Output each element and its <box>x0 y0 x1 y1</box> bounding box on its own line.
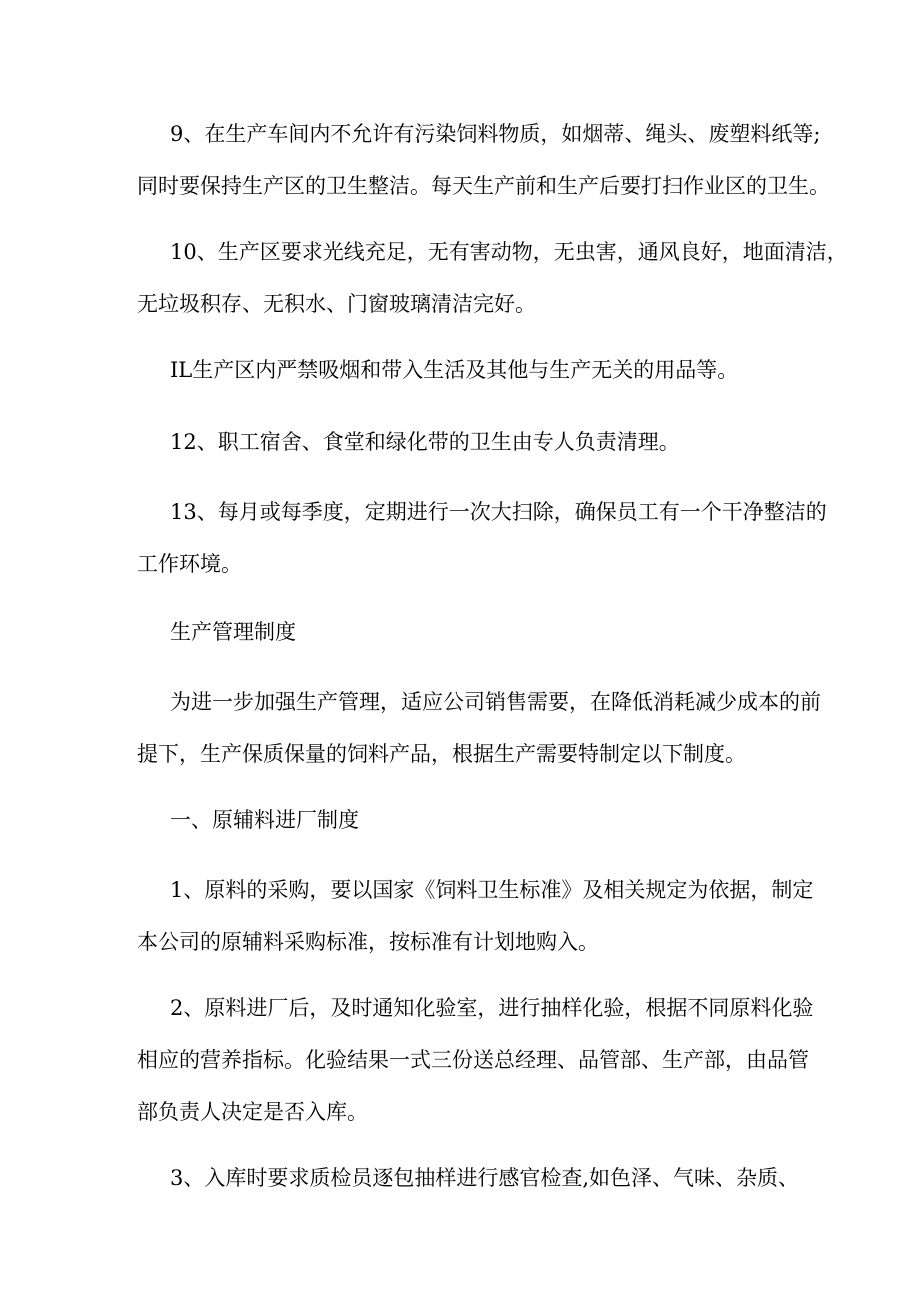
text-line: 本公司的原辅料采购标准，按标准有计划地购入。 <box>137 930 599 954</box>
text-line: 10、生产区要求光线充足，无有害动物，无虫害，通风良好，地面清洁， <box>170 240 848 264</box>
text-line: 3、入库时要求质检员逐包抽样进行感官检查,如色泽、气味、杂质、 <box>170 1166 800 1190</box>
text-line: 9、在生产车间内不允许有污染饲料物质，如烟蒂、绳头、废塑料纸等; <box>170 122 821 146</box>
text-line: 13、每月或每季度，定期进行一次大扫除，确保员工有一个干净整洁的 <box>170 500 827 524</box>
text-line: 无垃圾积存、无积水、门窗玻璃清洁完好。 <box>137 292 536 316</box>
text-line: 2、原料进厂后，及时通知化验室，进行抽样化验，根据不同原料化验 <box>170 996 814 1020</box>
text-line: 12、职工宿舍、食堂和绿化带的卫生由专人负责清理。 <box>170 430 680 454</box>
text-line: 相应的营养指标。化验结果一式三份送总经理、品管部、生产部，由品管 <box>137 1048 809 1072</box>
text-line: 工作环境。 <box>137 552 242 576</box>
text-line: 提下，生产保质保量的饲料产品，根据生产需要特制定以下制度。 <box>137 742 746 766</box>
section-heading: 一、原辅料进厂制度 <box>170 808 359 832</box>
section-heading: 生产管理制度 <box>170 620 296 644</box>
text-line: 同时要保持生产区的卫生整洁。每天生产前和生产后要打扫作业区的卫生。 <box>137 174 830 198</box>
text-line: IL生产区内严禁吸烟和带入生活及其他与生产无关的用品等。 <box>170 358 739 382</box>
text-line: 为进一步加强生产管理，适应公司销售需要，在降低消耗减少成本的前 <box>170 690 821 714</box>
text-line: 1、原料的采购，要以国家《饲料卫生标准》及相关规定为依据，制定 <box>170 878 814 902</box>
text-line: 部负责人决定是否入库。 <box>137 1100 368 1124</box>
